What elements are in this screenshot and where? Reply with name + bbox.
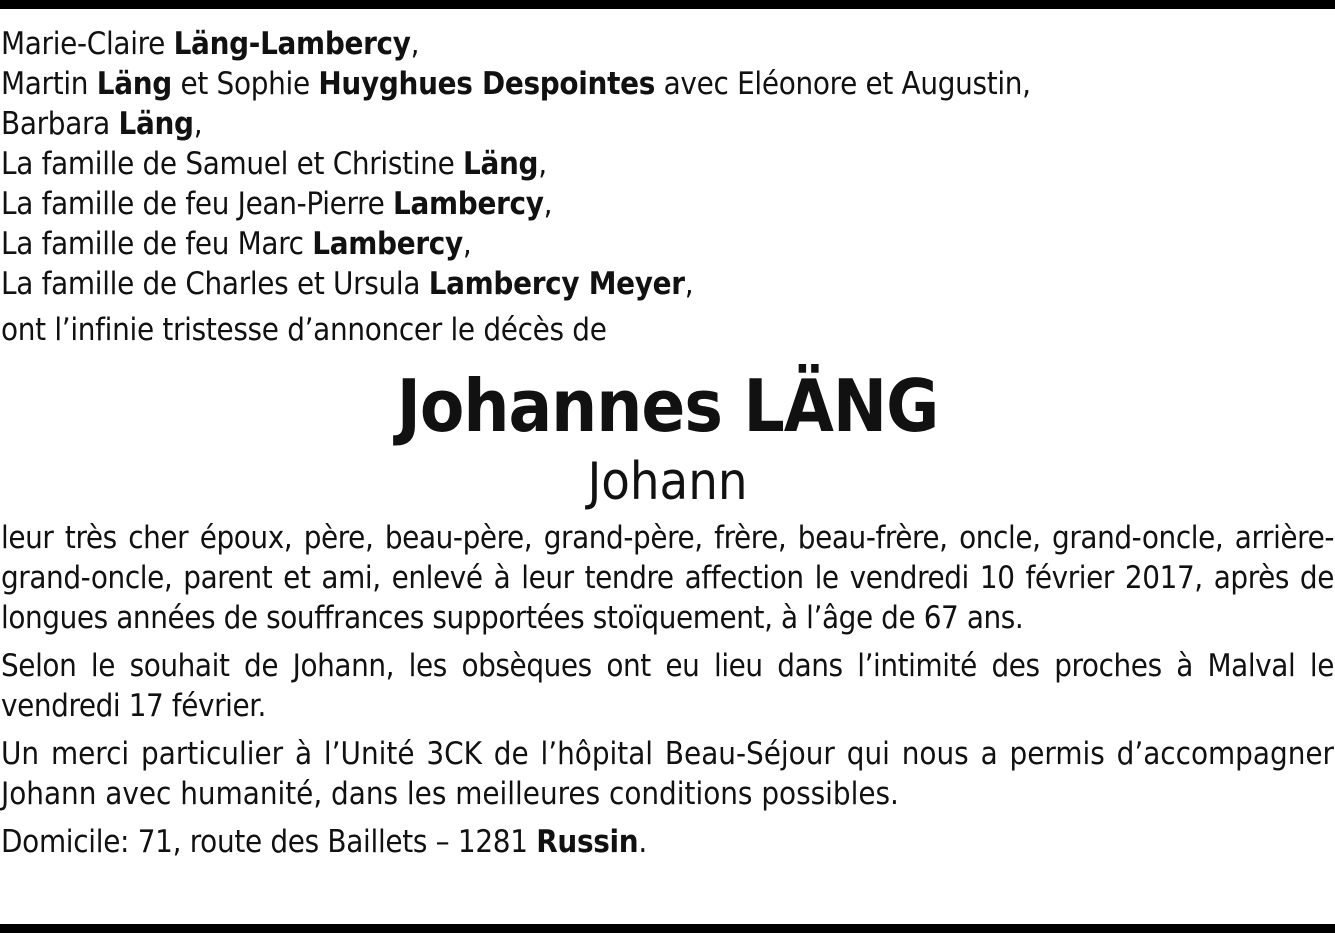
funeral-paragraph: Selon le souhait de Johann, les obsèques ont eu lieu dans l’intimité des proches à Malval le vendredi 17 février.	[1, 648, 1334, 724]
mourner-line: Barbara Läng,	[1, 106, 203, 142]
deceased-name: Johannes LÄNG	[396, 364, 939, 448]
mourner-line: La famille de feu Marc Lambercy,	[1, 226, 472, 262]
obituary-notice	[1, 24, 1334, 862]
thanks-paragraph: Un merci particulier à l’Unité 3CK de l’hôpital Beau-Séjour qui nous a permis d’accompagner Johann avec humanité, dans les meilleures conditions possibles.	[1, 736, 1334, 812]
mourner-line: La famille de Samuel et Christine Läng,	[1, 146, 547, 182]
announcement-intro: ont l’infinie tristesse d’annoncer le décès de	[1, 312, 607, 348]
deceased-known-as: Johann	[587, 452, 748, 512]
mourner-line: La famille de feu Jean-Pierre Lambercy,	[1, 186, 553, 222]
mourner-line: La famille de Charles et Ursula Lambercy Meyer,	[1, 266, 694, 302]
top-rule	[0, 0, 1335, 9]
domicile-line: Domicile: 71, route des Baillets – 1281 Russin.	[1, 824, 647, 860]
mourner-line: Marie-Claire Läng-Lambercy,	[1, 26, 420, 62]
mourner-line: Martin Läng et Sophie Huyghues Despointes avec Eléonore et Augustin,	[1, 66, 1031, 102]
description-paragraph: leur très cher époux, père, beau-père, grand-père, frère, beau-frère, oncle, grand-oncle, arrière-grand-oncle, parent et ami, enlevé à leur tendre affection le vendredi 10 février 2017, après de longues années de souffrances supportées stoïquement, à l’âge de 67 ans.	[1, 520, 1334, 636]
bottom-rule	[0, 924, 1335, 933]
